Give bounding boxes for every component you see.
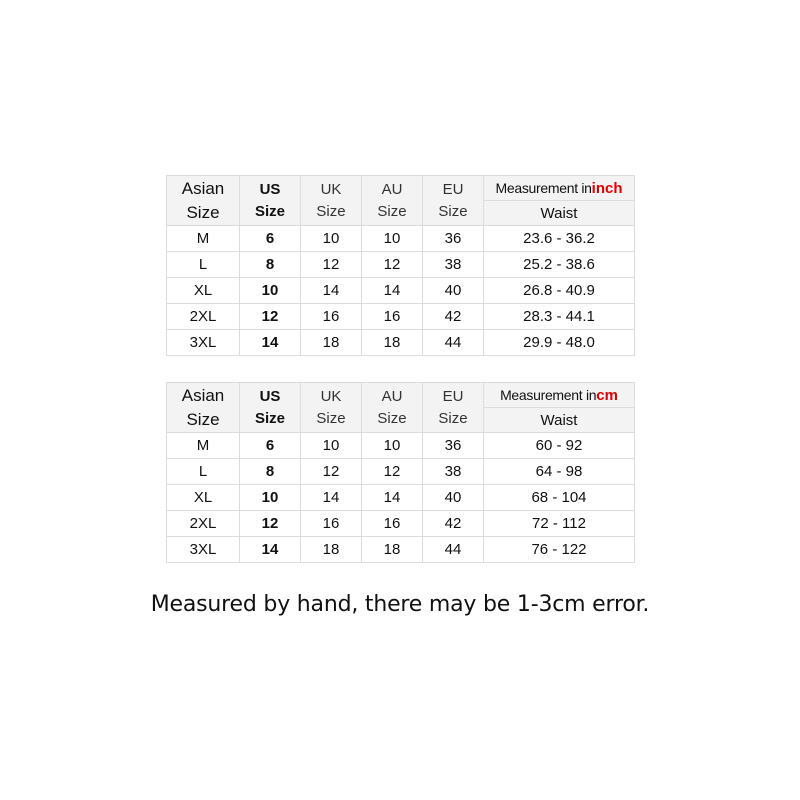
au-size-cell: 14	[362, 485, 423, 511]
uk-size-cell: 16	[301, 511, 362, 537]
asian-size-cell: M	[167, 226, 240, 252]
asian-size-cell: XL	[167, 278, 240, 304]
table-row	[167, 226, 635, 252]
waist-range-cell: 23.6 - 36.2	[484, 226, 635, 252]
uk-size-header: UK Size	[301, 383, 362, 433]
size-table-inch	[166, 175, 635, 356]
asian-size-cell: 3XL	[167, 330, 240, 356]
waist-range-cell: 29.9 - 48.0	[484, 330, 635, 356]
uk-size-cell: 10	[301, 433, 362, 459]
eu-size-header: EU Size	[423, 176, 484, 226]
waist-range-cell: 26.8 - 40.9	[484, 278, 635, 304]
table-row	[167, 485, 635, 511]
us-size-cell: 6	[240, 226, 301, 252]
eu-size-cell: 40	[423, 485, 484, 511]
asian-size-cell: M	[167, 433, 240, 459]
table-row	[167, 459, 635, 485]
waist-header: Waist	[484, 408, 635, 433]
au-size-cell: 16	[362, 304, 423, 330]
us-size-cell: 14	[240, 537, 301, 563]
uk-size-header: UK Size	[301, 176, 362, 226]
asian-size-header: Asian Size	[167, 383, 240, 433]
us-size-cell: 6	[240, 433, 301, 459]
asian-size-cell: L	[167, 252, 240, 278]
table-row	[167, 330, 635, 356]
measurement-header: Measurement incm	[484, 383, 635, 408]
table-row	[167, 511, 635, 537]
table-row	[167, 537, 635, 563]
us-size-cell: 10	[240, 278, 301, 304]
table-header-row	[167, 383, 635, 408]
table-row	[167, 252, 635, 278]
us-size-header: US Size	[240, 383, 301, 433]
au-size-cell: 14	[362, 278, 423, 304]
us-size-cell: 10	[240, 485, 301, 511]
uk-size-cell: 14	[301, 485, 362, 511]
eu-size-cell: 44	[423, 330, 484, 356]
asian-size-cell: 2XL	[167, 304, 240, 330]
waist-header: Waist	[484, 201, 635, 226]
measurement-header: Measurement ininch	[484, 176, 635, 201]
waist-range-cell: 25.2 - 38.6	[484, 252, 635, 278]
table-header-row	[167, 176, 635, 201]
table-row	[167, 304, 635, 330]
eu-size-header: EU Size	[423, 383, 484, 433]
eu-size-cell: 38	[423, 252, 484, 278]
waist-range-cell: 76 - 122	[484, 537, 635, 563]
us-size-cell: 14	[240, 330, 301, 356]
eu-size-cell: 38	[423, 459, 484, 485]
waist-range-cell: 60 - 92	[484, 433, 635, 459]
waist-range-cell: 68 - 104	[484, 485, 635, 511]
asian-size-header: Asian Size	[167, 176, 240, 226]
eu-size-cell: 42	[423, 304, 484, 330]
au-size-header: AU Size	[362, 176, 423, 226]
au-size-cell: 10	[362, 433, 423, 459]
eu-size-cell: 36	[423, 433, 484, 459]
au-size-header: AU Size	[362, 383, 423, 433]
uk-size-cell: 12	[301, 252, 362, 278]
unit-label: cm	[596, 386, 618, 404]
asian-size-cell: L	[167, 459, 240, 485]
asian-size-cell: 3XL	[167, 537, 240, 563]
uk-size-cell: 10	[301, 226, 362, 252]
us-size-cell: 8	[240, 459, 301, 485]
waist-range-cell: 28.3 - 44.1	[484, 304, 635, 330]
uk-size-cell: 16	[301, 304, 362, 330]
eu-size-cell: 36	[423, 226, 484, 252]
waist-range-cell: 72 - 112	[484, 511, 635, 537]
uk-size-cell: 14	[301, 278, 362, 304]
us-size-header: US Size	[240, 176, 301, 226]
table-row	[167, 433, 635, 459]
au-size-cell: 10	[362, 226, 423, 252]
uk-size-cell: 18	[301, 537, 362, 563]
au-size-cell: 18	[362, 330, 423, 356]
measurement-note: Measured by hand, there may be 1-3cm error.	[150, 592, 650, 617]
uk-size-cell: 18	[301, 330, 362, 356]
au-size-cell: 12	[362, 252, 423, 278]
uk-size-cell: 12	[301, 459, 362, 485]
us-size-cell: 12	[240, 304, 301, 330]
us-size-cell: 8	[240, 252, 301, 278]
table-row	[167, 278, 635, 304]
eu-size-cell: 42	[423, 511, 484, 537]
unit-label: inch	[591, 179, 623, 197]
us-size-cell: 12	[240, 511, 301, 537]
eu-size-cell: 40	[423, 278, 484, 304]
size-table-cm	[166, 382, 635, 563]
asian-size-cell: 2XL	[167, 511, 240, 537]
au-size-cell: 12	[362, 459, 423, 485]
eu-size-cell: 44	[423, 537, 484, 563]
asian-size-cell: XL	[167, 485, 240, 511]
au-size-cell: 16	[362, 511, 423, 537]
au-size-cell: 18	[362, 537, 423, 563]
waist-range-cell: 64 - 98	[484, 459, 635, 485]
